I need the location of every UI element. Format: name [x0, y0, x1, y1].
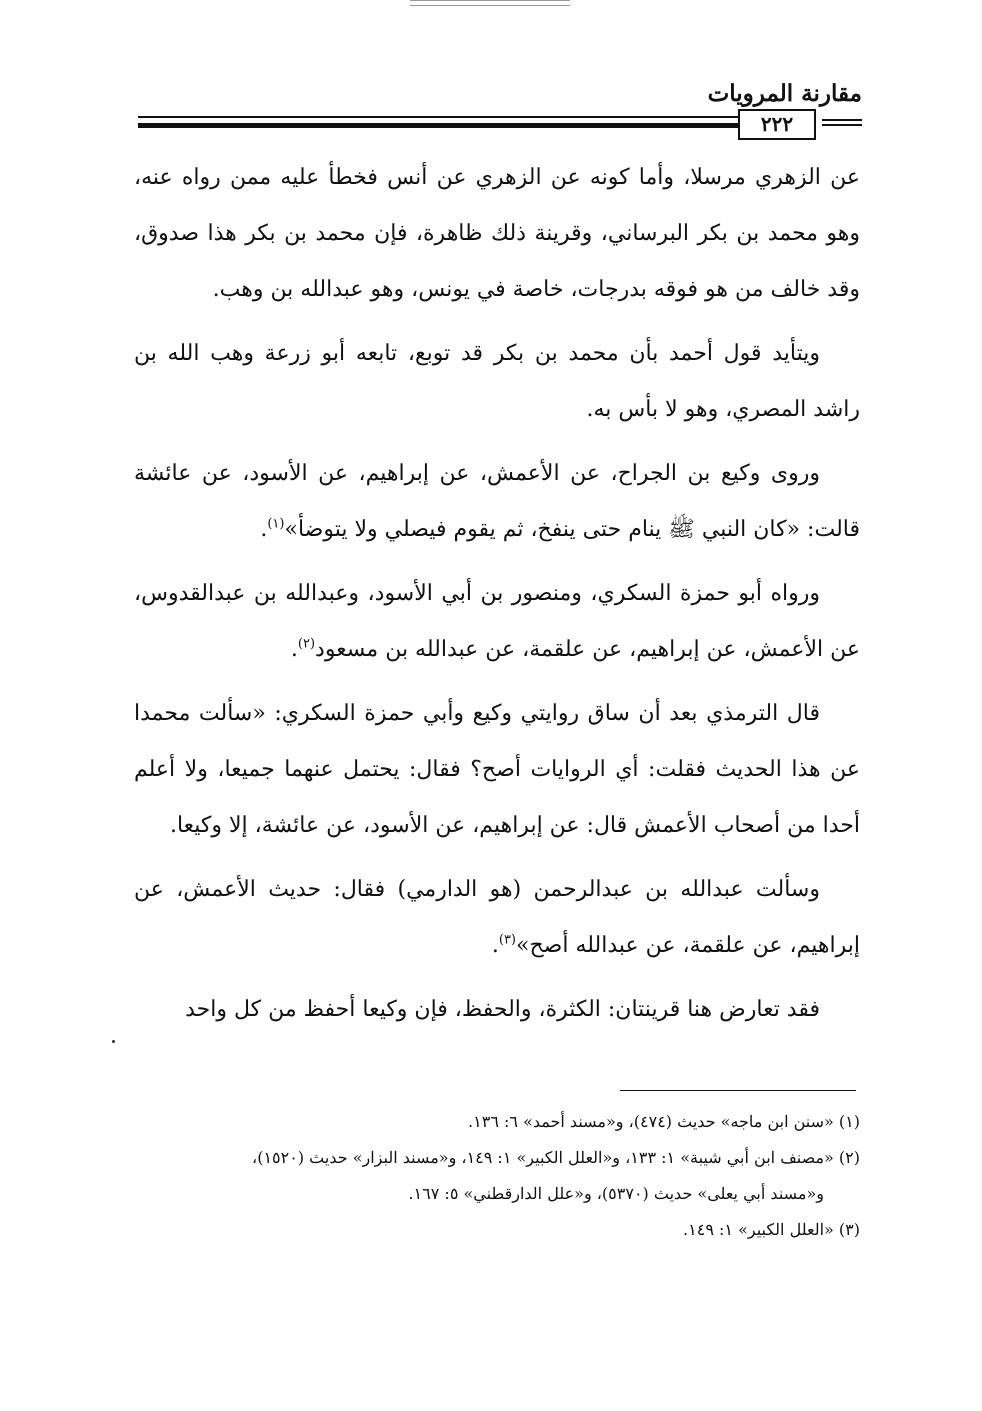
- paragraph-text: وروى وكيع بن الجراح، عن الأعمش، عن إبراهيم، عن الأسود، عن عائشة قالت: «كان النبي ﷺ ينام حتى ينفخ، ثم يقوم فيصلي ولا يتوضأ»: [134, 461, 860, 542]
- paragraph-text: عن الزهري مرسلا، وأما كونه عن الزهري عن أنس فخطأ عليه ممن رواه عنه، وهو محمد بن بكر البرساني، وقرينة ذلك ظاهرة، فإن محمد بن بكر هذا صدوق، وقد خالف من هو فوقه بدرجات، خاصة في يونس، وهو عبدالله بن وهب.: [134, 165, 860, 302]
- paragraph-text: فقد تعارض هنا قرينتان: الكثرة، والحفظ، فإن وكيعا أحفظ من كل واحد: [185, 997, 820, 1022]
- top-edge-mark: [410, 0, 570, 6]
- paragraph-text: وسألت عبدالله بن عبدالرحمن (هو الدارمي) فقال: حديث الأعمش، عن إبراهيم، عن علقمة، عن عبدالله أصح»: [134, 877, 860, 958]
- footnote-line: (٢) «مصنف ابن أبي شيبة» ١: ١٣٣، و«العلل الكبير» ١: ١٤٩، و«مسند البزار» حديث (١٥٢٠)،: [252, 1148, 860, 1167]
- margin-dot: [112, 1040, 115, 1043]
- footnote-ref: (١): [267, 516, 285, 532]
- paragraph: ورواه أبو حمزة السكري، ومنصور بن أبي الأسود، وعبدالله بن عبدالقدوس، عن الأعمش، عن إبراهيم، عن علقمة، عن عبدالله بن مسعود$^{(٢)}$.: [134, 581, 860, 662]
- main-text: [134, 150, 860, 1046]
- header-rule-tail: [822, 119, 862, 126]
- footnote-line: و«مسند أبي يعلى» حديث (٥٣٧٠)، و«علل الدارقطني» ٥: ١٦٧.: [408, 1184, 824, 1203]
- paragraph: [134, 326, 860, 438]
- running-title: مقارنة المرويات: [707, 80, 862, 107]
- paragraph-text: قال الترمذي بعد أن ساق روايتي وكيع وأبي حمزة السكري: «سألت محمدا عن هذا الحديث فقلت: أي الروايات أصح؟ فقال: يحتمل عنهما جميعا، ولا أعلم أحدا من أصحاب الأعمش قال: عن إبراهيم، عن الأسود، عن عائشة، إلا وكيعا.: [134, 701, 860, 838]
- paragraph-text: ورواه أبو حمزة السكري، ومنصور بن أبي الأسود، وعبدالله بن عبدالقدوس، عن الأعمش، عن إبراهيم، عن علقمة، عن عبدالله بن مسعود: [134, 581, 860, 662]
- footnote-ref: (٢): [297, 636, 316, 652]
- footnote: (١) «سنن ابن ماجه» حديث (٤٧٤)، و«مسند أحمد» ٦: ١٣٦.: [468, 1112, 860, 1131]
- footnote-separator: [620, 1090, 856, 1091]
- paragraph: [134, 982, 860, 1038]
- footnote: (٣) «العلل الكبير» ١: ١٤٩.: [683, 1220, 860, 1239]
- footnote-ref: (٣): [498, 932, 516, 948]
- footnotes: [134, 1104, 860, 1248]
- page-header: [120, 78, 862, 144]
- paragraph: [134, 686, 860, 854]
- paragraph: وروى وكيع بن الجراح، عن الأعمش، عن إبراهيم، عن الأسود، عن عائشة قالت: «كان النبي ﷺ ينام حتى ينفخ، ثم يقوم فيصلي ولا يتوضأ»$^{(١)}$.: [134, 461, 860, 542]
- footnote: [134, 1140, 860, 1212]
- paragraph-text: ويتأيد قول أحمد بأن محمد بن بكر قد توبع، تابعه أبو زرعة وهب الله بن راشد المصري، وهو لا بأس به.: [134, 341, 860, 422]
- paragraph: [134, 150, 860, 318]
- paragraph: وسألت عبدالله بن عبدالرحمن (هو الدارمي) فقال: حديث الأعمش، عن إبراهيم، عن علقمة، عن عبدالله أصح»$^{(٣)}$.: [134, 877, 860, 958]
- page-number: ٢٢٢: [738, 109, 816, 140]
- header-rule: [138, 116, 814, 128]
